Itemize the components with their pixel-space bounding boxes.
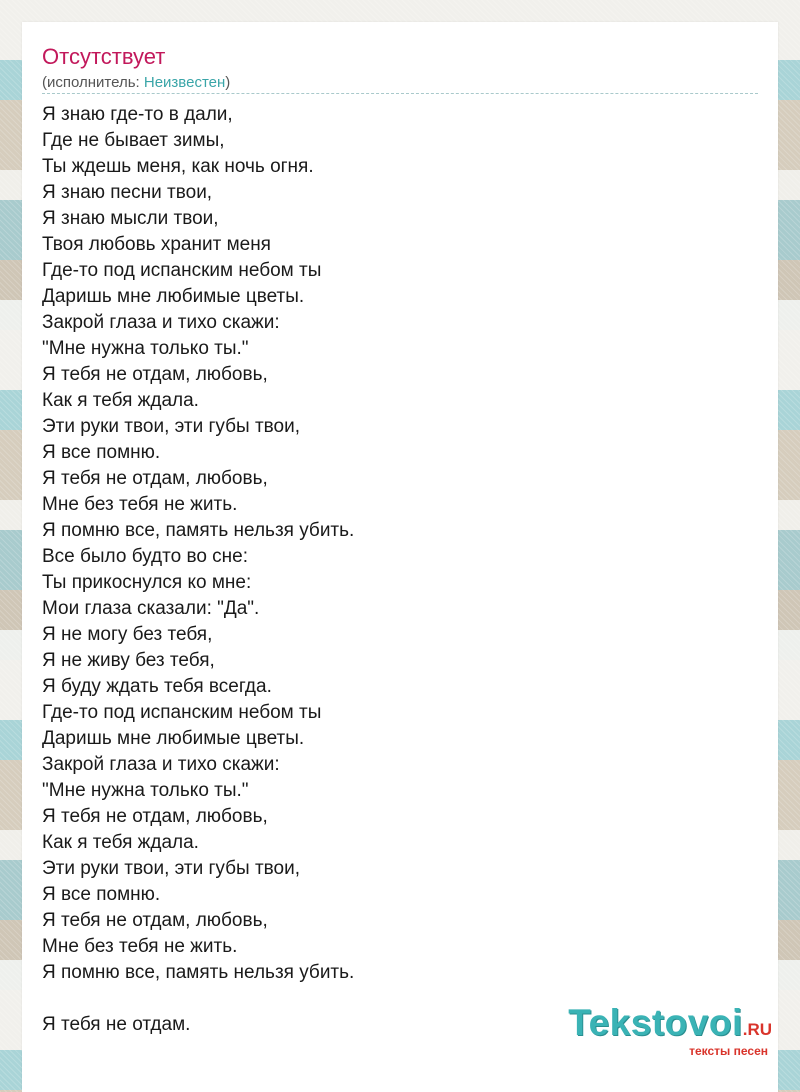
lyric-line: Я знаю песни твои, bbox=[42, 182, 213, 203]
logo-tagline: тексты песен bbox=[689, 1044, 768, 1058]
lyric-line: Я помню все, память нельзя убить. bbox=[42, 962, 355, 983]
lyric-line: Где-то под испанским небом ты bbox=[42, 260, 322, 281]
lyric-line: Эти руки твои, эти губы твои, bbox=[42, 416, 301, 437]
lyric-line: Закрой глаза и тихо скажи: bbox=[42, 312, 280, 333]
lyric-line: Как я тебя ждала. bbox=[42, 390, 199, 411]
lyric-line: Я буду ждать тебя всегда. bbox=[42, 676, 272, 697]
lyric-line: Где-то под испанским небом ты bbox=[42, 702, 322, 723]
lyric-line: Как я тебя ждала. bbox=[42, 832, 199, 853]
lyric-line: Я тебя не отдам, любовь, bbox=[42, 468, 268, 489]
lyric-line: Я знаю мысли твои, bbox=[42, 208, 219, 229]
lyric-line: Мне без тебя не жить. bbox=[42, 494, 238, 515]
logo-tld: .RU bbox=[742, 1020, 772, 1039]
lyric-line: Твоя любовь хранит меня bbox=[42, 234, 271, 255]
lyric-line: Я тебя не отдам, любовь, bbox=[42, 910, 268, 931]
lyric-line: Эти руки твои, эти губы твои, bbox=[42, 858, 301, 879]
artist-link[interactable]: Неизвестен bbox=[143, 74, 226, 91]
lyric-line: Все было будто во сне: bbox=[42, 546, 249, 567]
lyric-line: Где не бывает зимы, bbox=[42, 130, 225, 151]
lyrics-body bbox=[42, 102, 742, 1038]
lyric-line: Мне без тебя не жить. bbox=[42, 936, 238, 957]
lyric-line: "Мне нужна только ты." bbox=[42, 780, 249, 801]
song-title: Отсутствует bbox=[42, 44, 166, 69]
artist-prefix: (исполнитель: bbox=[42, 74, 144, 91]
lyric-line: Мои глаза сказали: "Да". bbox=[42, 598, 260, 619]
lyric-line: Я тебя не отдам. bbox=[42, 1014, 191, 1035]
site-logo[interactable] bbox=[568, 1003, 772, 1058]
lyric-line: Я все помню. bbox=[42, 442, 161, 463]
lyric-line: Ты ждешь меня, как ночь огня. bbox=[42, 156, 314, 177]
lyric-line: Я все помню. bbox=[42, 884, 161, 905]
artist-line bbox=[42, 74, 230, 92]
logo-wordmark bbox=[568, 1003, 772, 1050]
lyric-line: Я тебя не отдам, любовь, bbox=[42, 806, 268, 827]
lyrics-card bbox=[22, 22, 778, 1092]
lyric-line: Я тебя не отдам, любовь, bbox=[42, 364, 268, 385]
logo-name: Tekstovoi bbox=[568, 1002, 743, 1043]
artist-suffix: ) bbox=[225, 74, 231, 91]
lyric-line: Закрой глаза и тихо скажи: bbox=[42, 754, 280, 775]
lyric-line: Я не могу без тебя, bbox=[42, 624, 213, 645]
title-divider bbox=[42, 93, 758, 94]
lyric-line: Я знаю где-то в дали, bbox=[42, 104, 233, 125]
lyric-line: Я помню все, память нельзя убить. bbox=[42, 520, 355, 541]
lyric-line: Ты прикоснулся ко мне: bbox=[42, 572, 252, 593]
lyric-line: Даришь мне любимые цветы. bbox=[42, 728, 305, 749]
lyric-line: Я не живу без тебя, bbox=[42, 650, 215, 671]
lyric-line: "Мне нужна только ты." bbox=[42, 338, 249, 359]
lyric-line: Даришь мне любимые цветы. bbox=[42, 286, 305, 307]
